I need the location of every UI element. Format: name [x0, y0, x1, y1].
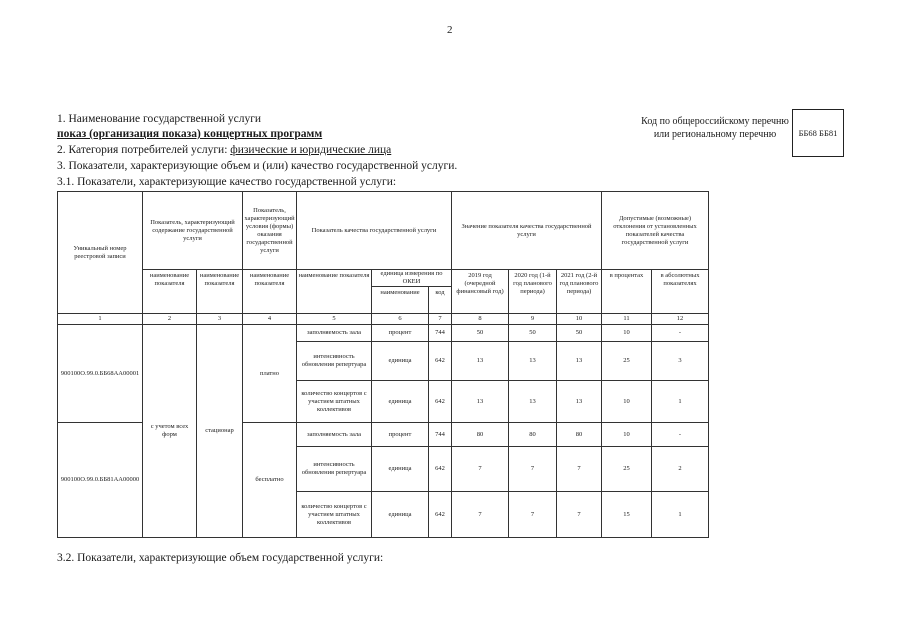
- deviation-percent: 10: [602, 325, 652, 342]
- deviation-absolute: 1: [652, 492, 709, 538]
- quality-indicator-name: количество концертов с участием штатных коллективов: [297, 381, 372, 423]
- value-2020: 13: [509, 342, 557, 381]
- value-2019: 50: [452, 325, 509, 342]
- value-2020: 7: [509, 447, 557, 492]
- deviation-absolute: 2: [652, 447, 709, 492]
- value-2020: 80: [509, 423, 557, 447]
- value-2021: 7: [557, 447, 602, 492]
- column-number: 8: [452, 314, 509, 325]
- unit-name: единица: [372, 342, 429, 381]
- header-indicator-name: наименование показателя: [197, 270, 243, 314]
- category-value: физические и юридические лица: [230, 144, 392, 156]
- header-indicator-name: наименование показателя: [143, 270, 197, 314]
- code-reference-label: Код по общероссийскому перечню или региональному перечню: [641, 116, 789, 140]
- value-2021: 13: [557, 342, 602, 381]
- column-number: 6: [372, 314, 429, 325]
- unit-code: 642: [429, 342, 452, 381]
- column-numbers-row: [58, 314, 709, 325]
- value-2019: 13: [452, 381, 509, 423]
- header-in-absolute: в абсолютных показателях: [652, 270, 709, 314]
- value-2021: 7: [557, 492, 602, 538]
- value-2021: 13: [557, 381, 602, 423]
- unit-code: 642: [429, 447, 452, 492]
- content-value: с учетом всех форм: [143, 325, 197, 538]
- value-2019: 7: [452, 447, 509, 492]
- code-reference-box: [792, 109, 844, 157]
- header-condition-indicator: Показатель, характеризующий условия (формы) оказания государственной услуги: [243, 192, 297, 270]
- column-number: 3: [197, 314, 243, 325]
- table-row: [58, 325, 709, 342]
- deviation-percent: 25: [602, 342, 652, 381]
- code-reference-value: ББ68 ББ81: [798, 128, 838, 138]
- registry-number: 900100О.99.0.ББ81АА00000: [58, 423, 143, 538]
- unit-name: единица: [372, 381, 429, 423]
- quality-indicators-table: [57, 191, 709, 538]
- service-label: 1. Наименование государственной услуги: [57, 113, 262, 125]
- payment-form: платно: [243, 325, 297, 423]
- unit-code: 642: [429, 381, 452, 423]
- column-number: 1: [58, 314, 143, 325]
- column-number: 7: [429, 314, 452, 325]
- deviation-percent: 25: [602, 447, 652, 492]
- header-indicator-name: наименование показателя: [297, 270, 372, 314]
- indicators-title: 3. Показатели, характеризующие объем и (или) качество государственной услуги.: [57, 160, 458, 172]
- value-2020: 50: [509, 325, 557, 342]
- column-number: 11: [602, 314, 652, 325]
- unit-name: процент: [372, 325, 429, 342]
- value-2020: 7: [509, 492, 557, 538]
- column-number: 5: [297, 314, 372, 325]
- header-okei-name: наименование: [372, 287, 429, 314]
- unit-name: единица: [372, 492, 429, 538]
- header-year-2019: 2019 год (очередной финансовый год): [452, 270, 509, 314]
- unit-code: 744: [429, 423, 452, 447]
- value-2021: 80: [557, 423, 602, 447]
- value-2020: 13: [509, 381, 557, 423]
- deviation-percent: 10: [602, 381, 652, 423]
- column-number: 4: [243, 314, 297, 325]
- unit-name: единица: [372, 447, 429, 492]
- header-indicator-name: наименование показателя: [243, 270, 297, 314]
- unit-code: 744: [429, 325, 452, 342]
- service-name: показ (организация показа) концертных программ: [57, 128, 323, 140]
- header-unique-number: Уникальный номер реестровой записи: [58, 192, 143, 314]
- payment-form: бесплатно: [243, 423, 297, 538]
- registry-number: 900100О.99.0.ББ68АА00001: [58, 325, 143, 423]
- quality-section-title: 3.1. Показатели, характеризующие качество государственной услуги:: [57, 176, 397, 188]
- deviation-absolute: -: [652, 423, 709, 447]
- header-deviation: Допустимые (возможные) отклонения от установленных показателей качества государственной услуги: [602, 192, 709, 270]
- header-quality-value: Значение показателя качества государственной услуги: [452, 192, 602, 270]
- volume-section-title: 3.2. Показатели, характеризующие объем государственной услуги:: [57, 552, 384, 564]
- quality-indicator-name: количество концертов с участием штатных коллективов: [297, 492, 372, 538]
- unit-code: 642: [429, 492, 452, 538]
- header-year-2020: 2020 год (1-й год планового периода): [509, 270, 557, 314]
- value-2021: 50: [557, 325, 602, 342]
- header-okei-unit: единица измерения по ОКЕИ: [372, 270, 452, 287]
- value-2019: 13: [452, 342, 509, 381]
- header-quality-indicator: Показатель качества государственной услуги: [297, 192, 452, 270]
- header-in-percent: в процентах: [602, 270, 652, 314]
- consumer-category: [57, 144, 391, 156]
- column-number: 2: [143, 314, 197, 325]
- column-number: 9: [509, 314, 557, 325]
- column-number: 10: [557, 314, 602, 325]
- quality-indicator-name: заполняемость зала: [297, 325, 372, 342]
- page-number: 2: [447, 24, 453, 36]
- deviation-absolute: 3: [652, 342, 709, 381]
- value-2019: 7: [452, 492, 509, 538]
- deviation-percent: 15: [602, 492, 652, 538]
- column-number: 12: [652, 314, 709, 325]
- unit-name: процент: [372, 423, 429, 447]
- condition-value: стационар: [197, 325, 243, 538]
- deviation-absolute: 1: [652, 381, 709, 423]
- quality-indicator-name: заполняемость зала: [297, 423, 372, 447]
- header-content-indicator: Показатель, характеризующий содержание государственной услуги: [143, 192, 243, 270]
- deviation-percent: 10: [602, 423, 652, 447]
- quality-indicator-name: интенсивность обновления репертуара: [297, 342, 372, 381]
- value-2019: 80: [452, 423, 509, 447]
- category-prefix: 2. Категория потребителей услуги:: [57, 144, 231, 156]
- deviation-absolute: -: [652, 325, 709, 342]
- header-year-2021: 2021 год (2-й год планового периода): [557, 270, 602, 314]
- header-okei-code: код: [429, 287, 452, 314]
- quality-indicator-name: интенсивность обновления репертуара: [297, 447, 372, 492]
